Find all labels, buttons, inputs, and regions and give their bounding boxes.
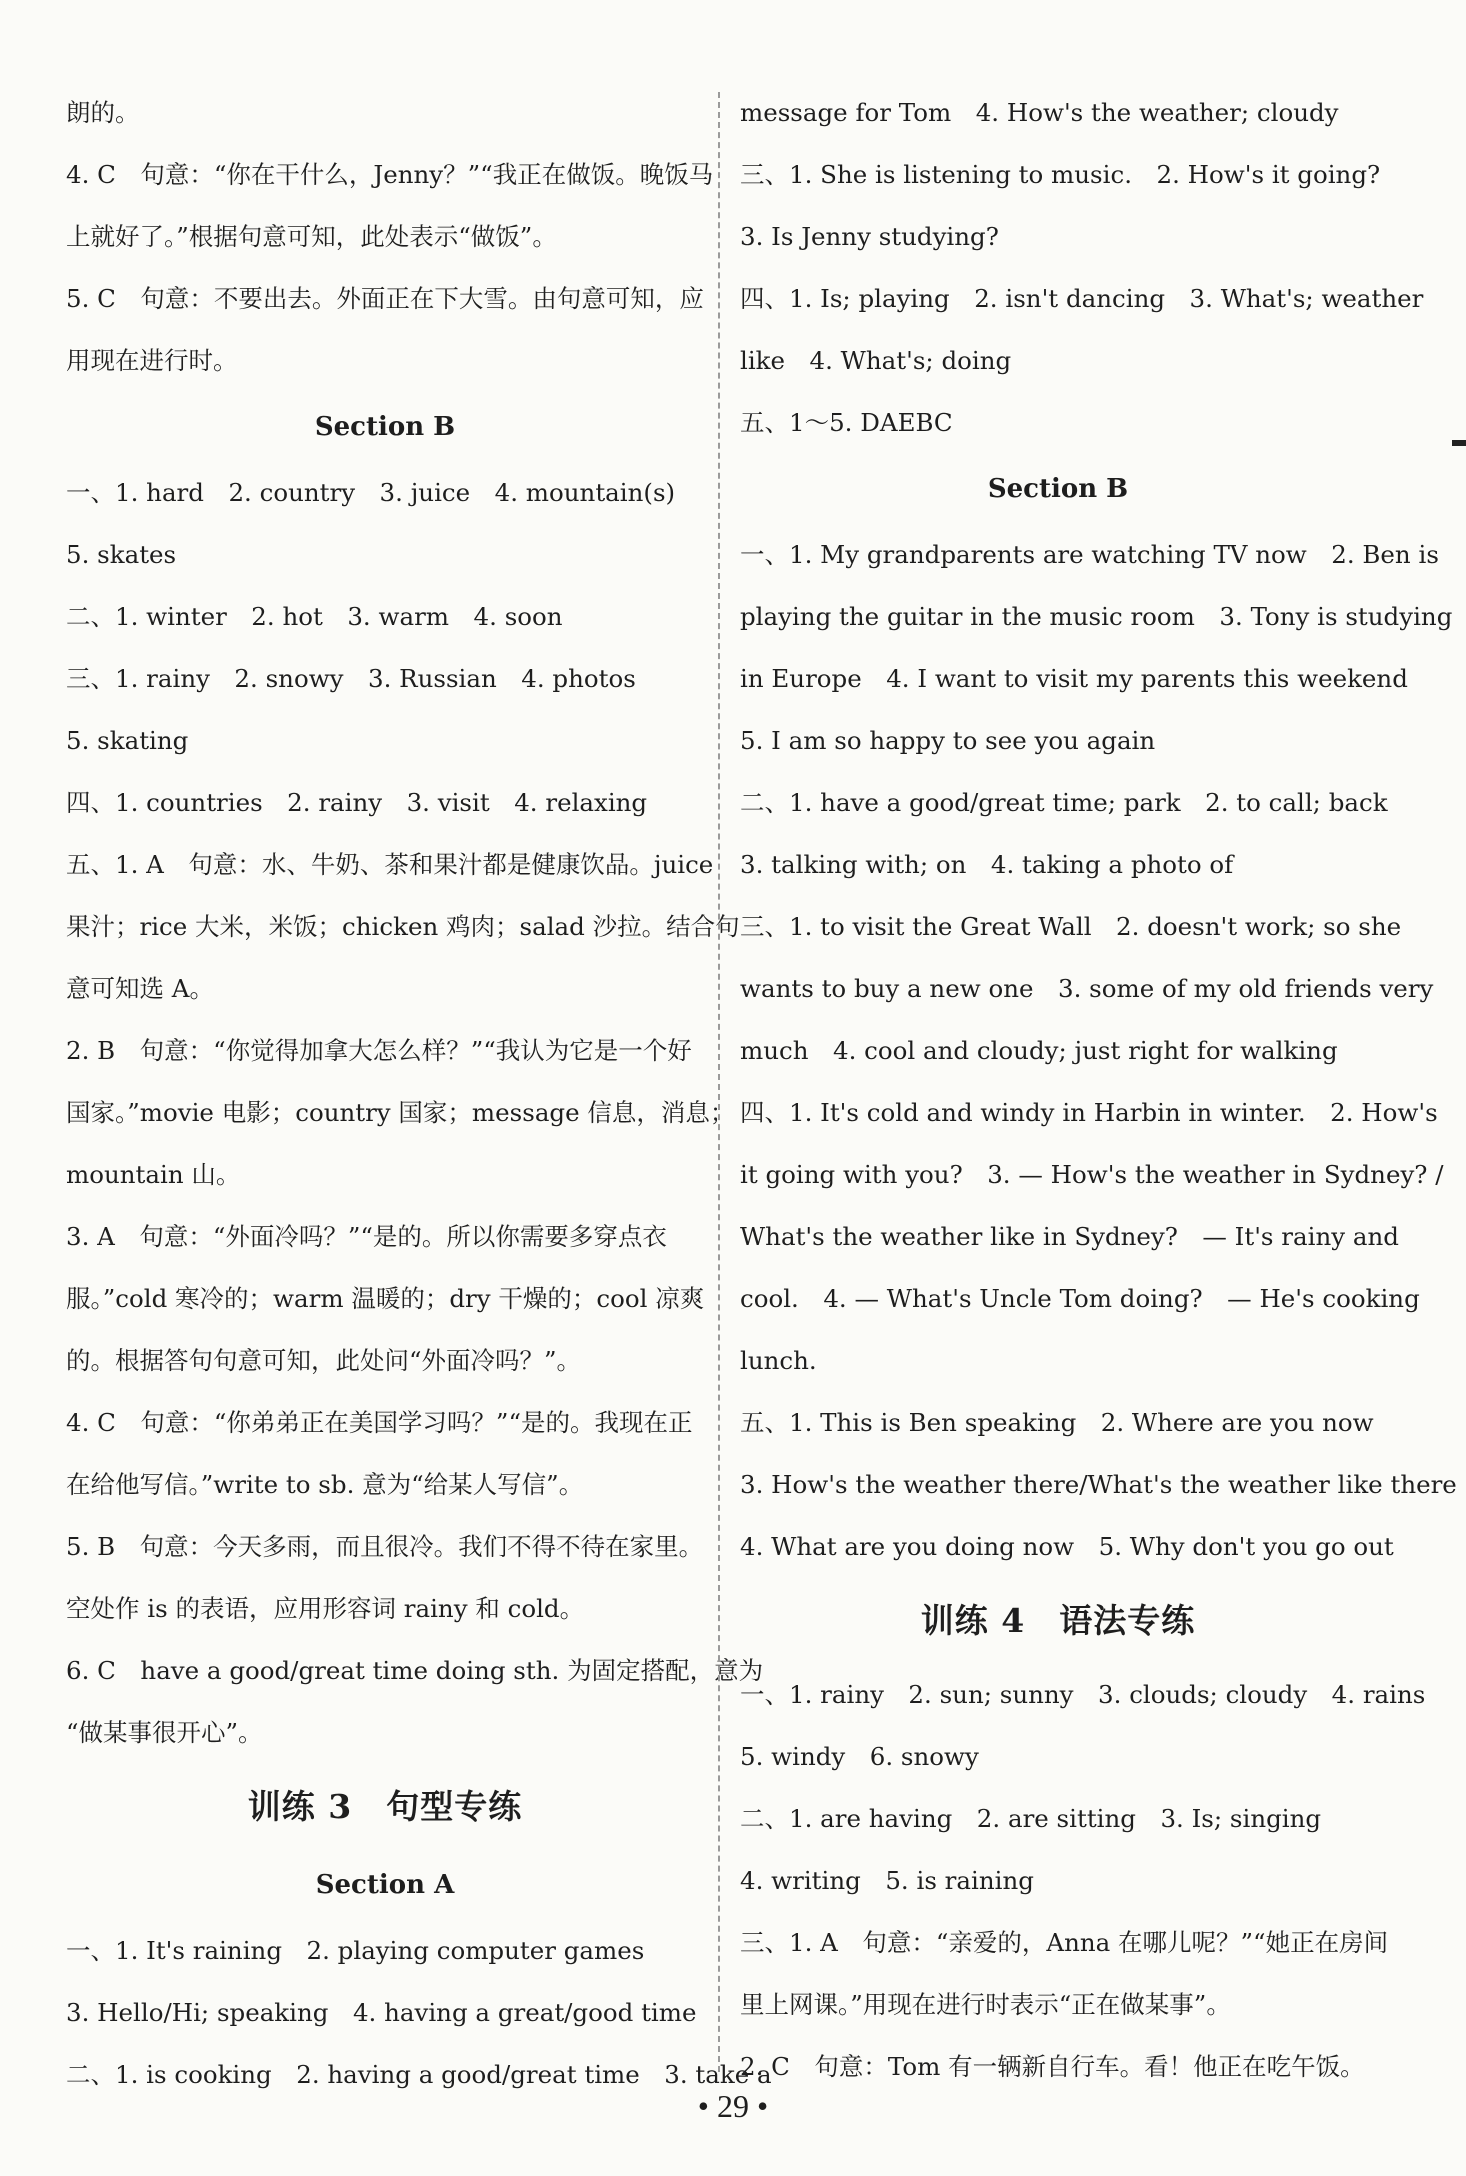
text-line: message for Tom 4. How's the weather; cloudy xyxy=(740,98,1339,127)
exercise-title: 训练 3 句型专练 xyxy=(247,1787,523,1826)
text-line: 三、1. rainy 2. snowy 3. Russian 4. photos xyxy=(66,664,636,693)
text-line: 5. windy 6. snowy xyxy=(740,1742,979,1771)
text-line: it going with you? 3. — How's the weather in Sydney? / xyxy=(740,1160,1444,1189)
text-line: in Europe 4. I want to visit my parents this weekend xyxy=(740,664,1408,693)
text-line: 二、1. winter 2. hot 3. warm 4. soon xyxy=(66,602,563,631)
right-column xyxy=(740,82,1457,2098)
text-line: 三、1. to visit the Great Wall 2. doesn't work; so she xyxy=(740,912,1402,941)
text-line: 上就好了。”根据句意可知，此处表示“做饭”。 xyxy=(66,222,557,251)
text-line: 一、1. It's raining 2. playing computer games xyxy=(66,1936,645,1965)
text-line: 空处作 is 的表语，应用形容词 rainy 和 cold。 xyxy=(66,1594,585,1623)
text-line: 2. C 句意：Tom 有一辆新自行车。看！他正在吃午饭。 xyxy=(740,2052,1365,2081)
text-line: 一、1. rainy 2. sun; sunny 3. clouds; cloudy 4. rains xyxy=(740,1680,1426,1709)
text-line: 6. C have a good/great time doing sth. 为固定搭配，意为 xyxy=(66,1656,764,1685)
page-number: • 29 • xyxy=(697,2088,769,2124)
text-line: 2. B 句意：“你觉得加拿大怎么样？”“我认为它是一个好 xyxy=(66,1036,692,1065)
column-divider xyxy=(718,92,720,2072)
text-line: 用现在进行时。 xyxy=(66,346,238,375)
text-line: 国家。”movie 电影；country 国家；message 信息，消息； xyxy=(66,1098,735,1127)
text-line: 朗的。 xyxy=(66,98,140,127)
text-line: 5. skates xyxy=(66,540,177,569)
text-line: 一、1. hard 2. country 3. juice 4. mountain(s) xyxy=(66,478,676,507)
text-line: 5. C 句意：不要出去。外面正在下大雪。由句意可知，应 xyxy=(66,284,704,313)
section-heading: Section B xyxy=(314,412,456,442)
text-line: 4. C 句意：“你在干什么，Jenny？”“我正在做饭。晚饭马 xyxy=(66,160,714,189)
edge-mark xyxy=(1452,440,1466,446)
text-line: 果汁；rice 大米，米饭；chicken 鸡肉；salad 沙拉。结合句 xyxy=(66,912,740,941)
text-line: 在给他写信。”write to sb. 意为“给某人写信”。 xyxy=(66,1470,584,1499)
section-heading: Section A xyxy=(315,1870,455,1900)
text-line: 五、1～5. DAEBC xyxy=(740,408,953,437)
text-line: 意可知选 A。 xyxy=(66,974,214,1003)
text-line: cool. 4. — What's Uncle Tom doing? — He's cooking xyxy=(740,1284,1420,1313)
text-line: 4. What are you doing now 5. Why don't you go out xyxy=(740,1532,1394,1561)
text-line: 4. C 句意：“你弟弟正在美国学习吗？”“是的。我现在正 xyxy=(66,1408,693,1437)
text-line: mountain 山。 xyxy=(66,1160,241,1189)
text-line: 5. I am so happy to see you again xyxy=(740,726,1156,755)
text-line: 二、1. have a good/great time; park 2. to call; back xyxy=(740,788,1388,817)
text-line: “做某事很开心”。 xyxy=(66,1718,263,1747)
text-line: 3. How's the weather there/What's the weather like there xyxy=(740,1470,1457,1499)
text-line: 一、1. My grandparents are watching TV now 2. Ben is xyxy=(740,540,1439,569)
text-line: playing the guitar in the music room 3. Tony is studying xyxy=(740,602,1453,631)
text-line: wants to buy a new one 3. some of my old friends very xyxy=(740,974,1434,1003)
text-line: 五、1. This is Ben speaking 2. Where are you now xyxy=(740,1408,1374,1437)
text-line: 二、1. are having 2. are sitting 3. Is; singing xyxy=(740,1804,1322,1833)
text-line: 服。”cold 寒冷的；warm 温暖的；dry 干燥的；cool 凉爽 xyxy=(66,1284,705,1313)
text-line: 3. A 句意：“外面冷吗？”“是的。所以你需要多穿点衣 xyxy=(66,1222,667,1251)
text-line: lunch. xyxy=(740,1346,817,1375)
text-line: 三、1. She is listening to music. 2. How's it going? xyxy=(740,160,1381,189)
text-line: 四、1. It's cold and windy in Harbin in winter. 2. How's xyxy=(740,1098,1438,1127)
text-line: What's the weather like in Sydney? — It's rainy and xyxy=(740,1222,1399,1251)
text-line: 3. talking with; on 4. taking a photo of xyxy=(740,850,1234,879)
text-line: 里上网课。”用现在进行时表示“正在做某事”。 xyxy=(740,1990,1231,2019)
text-line: 三、1. A 句意：“亲爱的，Anna 在哪儿呢？”“她正在房间 xyxy=(740,1928,1389,1957)
text-line: 4. writing 5. is raining xyxy=(740,1866,1034,1895)
text-line: 5. skating xyxy=(66,726,189,755)
text-line: 四、1. Is; playing 2. isn't dancing 3. What's; weather xyxy=(740,284,1424,313)
text-line: 3. Hello/Hi; speaking 4. having a great/good time xyxy=(66,1998,697,2027)
text-line: 的。根据答句句意可知，此处问“外面冷吗？”。 xyxy=(66,1346,582,1375)
exercise-title: 训练 4 语法专练 xyxy=(920,1601,1196,1640)
text-line: 3. Is Jenny studying? xyxy=(740,222,999,251)
text-line: much 4. cool and cloudy; just right for walking xyxy=(740,1036,1338,1065)
section-heading: Section B xyxy=(987,474,1129,504)
text-line: 二、1. is cooking 2. having a good/great time 3. take a xyxy=(66,2060,772,2089)
text-line: 五、1. A 句意：水、牛奶、茶和果汁都是健康饮品。juice xyxy=(66,850,714,879)
text-line: like 4. What's; doing xyxy=(740,346,1012,375)
text-line: 四、1. countries 2. rainy 3. visit 4. relaxing xyxy=(66,788,648,817)
text-line: 5. B 句意：今天多雨，而且很冷。我们不得不待在家里。 xyxy=(66,1532,704,1561)
